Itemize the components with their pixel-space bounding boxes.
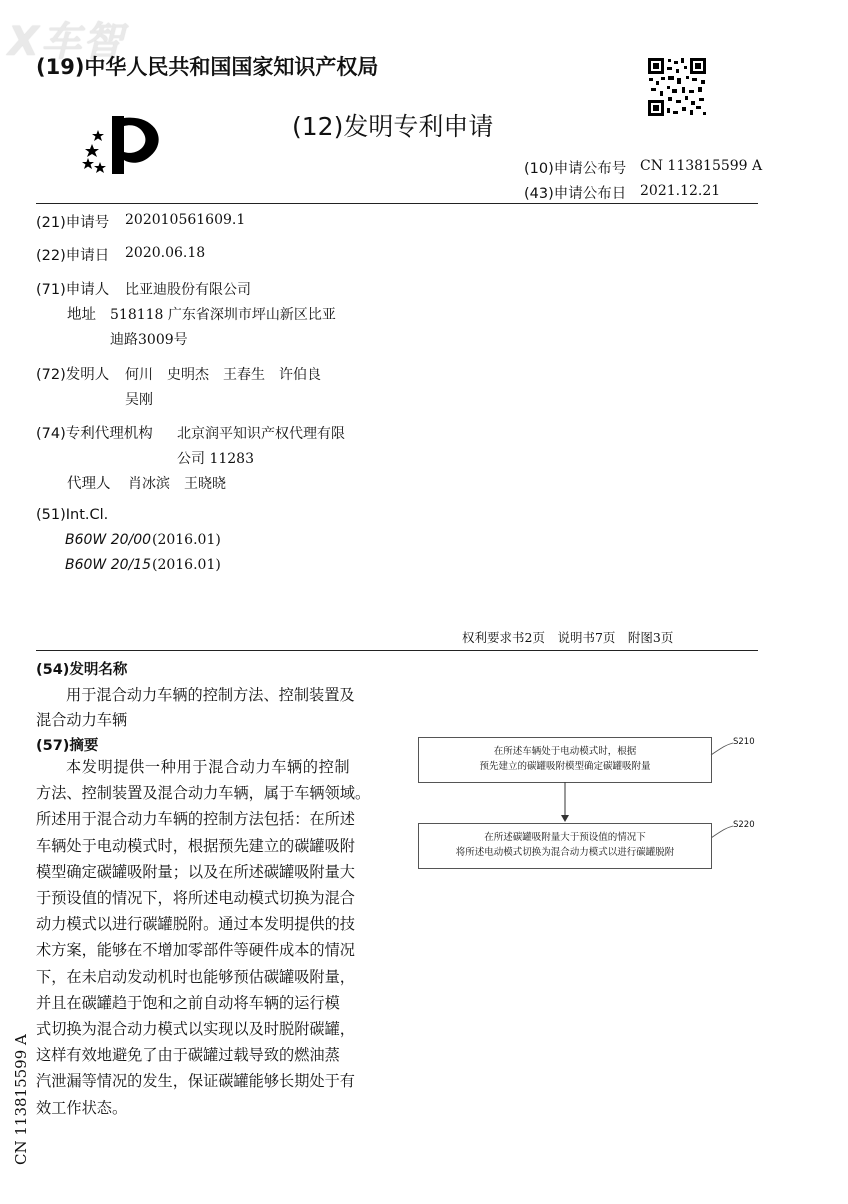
abstract-line: 式切换为混合动力模式以实现以及时脱附碳罐， bbox=[36, 1020, 355, 1038]
invention-title-line2: 混合动力车辆 bbox=[36, 711, 128, 729]
application-date-label: (22)申请日 bbox=[36, 248, 110, 264]
side-publication-stamp: CN 113815599 A bbox=[12, 1034, 30, 1165]
office-name: (19)中华人民共和国国家知识产权局 bbox=[36, 55, 379, 79]
publication-number: CN 113815599 A bbox=[640, 158, 763, 174]
pages-info: 权利要求书2页 说明书7页 附图3页 bbox=[462, 630, 674, 645]
agency-line2: 公司 11283 bbox=[177, 451, 254, 467]
inventors-line2: 吴刚 bbox=[125, 392, 153, 408]
abstract-line: 汽泄漏等情况的发生，保证碳罐能够长期处于有 bbox=[36, 1072, 355, 1091]
body-divider bbox=[36, 650, 758, 651]
agent-label: 代理人 bbox=[67, 476, 111, 492]
address-label: 地址 bbox=[67, 307, 96, 323]
abstract-line: 动力模式以进行碳罐脱附。通过本发明提供的技 bbox=[36, 915, 355, 934]
flow-step-text: 在所述碳罐吸附量大于预设值的情况下 bbox=[484, 832, 646, 843]
applicant-label: (71)申请人 bbox=[36, 282, 110, 298]
inventors-label: (72)发明人 bbox=[36, 367, 110, 383]
flow-step-text: 在所述车辆处于电动模式时，根据 bbox=[493, 746, 637, 757]
invention-title-line1: 用于混合动力车辆的控制方法、控制装置及 bbox=[66, 686, 355, 704]
abstract-line: 本发明提供一种用于混合动力车辆的控制 bbox=[66, 758, 351, 776]
address-line2: 迪路3009号 bbox=[110, 332, 188, 348]
abstract-line: 下，在未启动发动机时也能够预估碳罐吸附量， bbox=[36, 967, 355, 986]
inventors-line1: 何川 史明杰 王春生 许伯良 bbox=[125, 367, 321, 383]
intcl-version: (2016.01) bbox=[152, 557, 221, 573]
intcl-code: B60W 20/15 bbox=[65, 557, 152, 573]
abstract-line: 于预设值的情况下，将所述电动模式切换为混合 bbox=[36, 889, 355, 907]
agent: 肖冰滨 王晓晓 bbox=[128, 476, 226, 492]
publication-date: 2021.12.21 bbox=[640, 183, 721, 199]
publication-date-label: (43)申请公布日 bbox=[524, 186, 627, 202]
publication-number-label: (10)申请公布号 bbox=[524, 161, 627, 177]
flow-step-text: 将所述电动模式切换为混合动力模式以进行碳罐脱附 bbox=[455, 847, 675, 858]
abstract-line: 效工作状态。 bbox=[36, 1098, 128, 1117]
abstract-figure bbox=[415, 735, 775, 875]
abstract-line: 术方案，能够在不增加零部件等硬件成本的情况 bbox=[36, 941, 355, 960]
qr-code-icon bbox=[646, 56, 708, 118]
abstract-line: 车辆处于电动模式时，根据预先建立的碳罐吸附 bbox=[36, 836, 355, 855]
flow-step-s220 bbox=[418, 823, 712, 869]
flow-step-text: 预先建立的碳罐吸附模型确定碳罐吸附量 bbox=[479, 761, 651, 772]
abstract-line: 模型确定碳罐吸附量；以及在所述碳罐吸附量大 bbox=[36, 862, 355, 881]
intcl-label: (51)Int.Cl. bbox=[36, 507, 109, 523]
flow-step-tag: S220 bbox=[733, 820, 755, 830]
applicant: 比亚迪股份有限公司 bbox=[125, 282, 251, 298]
abstract-line: 所述用于混合动力车辆的控制方法包括：在所述 bbox=[36, 810, 355, 829]
intcl-code: B60W 20/00 bbox=[65, 532, 152, 548]
watermark: X车智 bbox=[8, 19, 125, 65]
abstract-line: 这样有效地避免了由于碳罐过载导致的燃油蒸 bbox=[36, 1046, 340, 1065]
application-number: 202010561609.1 bbox=[125, 212, 246, 228]
application-date: 2020.06.18 bbox=[125, 245, 206, 261]
intcl-version: (2016.01) bbox=[152, 532, 221, 548]
application-number-label: (21)申请号 bbox=[36, 215, 110, 231]
abstract-line: 并且在碳罐趋于饱和之前自动将车辆的运行模 bbox=[36, 993, 340, 1012]
invention-title-label: (54)发明名称 bbox=[36, 662, 128, 678]
cnipa-logo-icon bbox=[78, 108, 168, 178]
abstract-line: 方法、控制装置及混合动力车辆，属于车辆领域。 bbox=[36, 784, 371, 803]
agency-line1: 北京润平知识产权代理有限 bbox=[177, 426, 345, 442]
header-divider bbox=[36, 203, 758, 204]
document-type-title: (12)发明专利申请 bbox=[292, 112, 494, 141]
agency-label: (74)专利代理机构 bbox=[36, 426, 153, 442]
flow-step-tag: S210 bbox=[733, 737, 755, 747]
abstract-label: (57)摘要 bbox=[36, 738, 99, 754]
address-line1: 518118 广东省深圳市坪山新区比亚 bbox=[110, 307, 336, 323]
